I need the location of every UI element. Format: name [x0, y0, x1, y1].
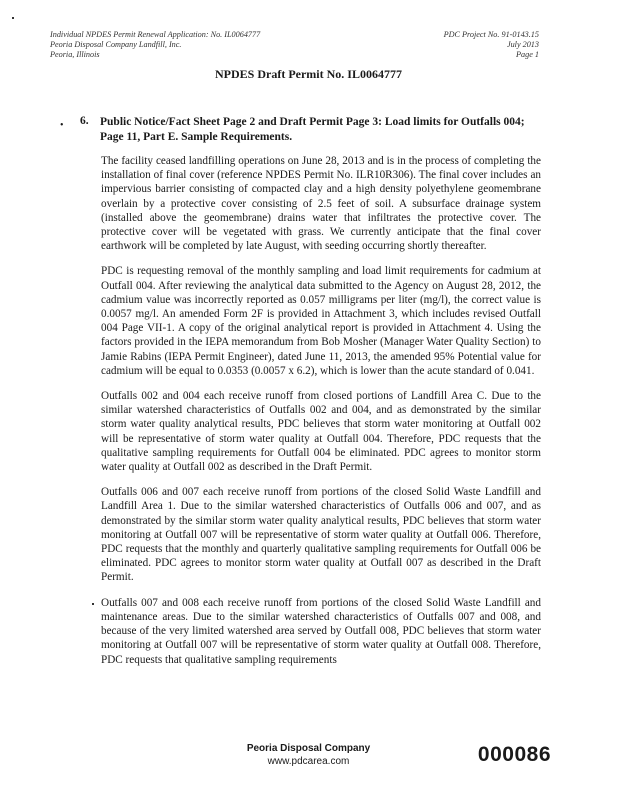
header-location-line: Peoria, Illinois — [50, 50, 100, 59]
header-company-line: Peoria Disposal Company Landfill, Inc. — [50, 40, 182, 49]
header-left — [50, 30, 260, 60]
paragraph-final-cover: The facility ceased landfilling operations on June 28, 2013 and is in the process of completing the installation of final cover (reference NPDES Permit No. ILR10R306). The final cover includes an impervious barrier consisting of compacted clay and a high density polyethylene geomembrane overlain by a protective cover consisting of 2.5 feet of soil. A subsurface drainage system (installed above the geomembrane) drains water that infiltrates the protective cover. The protective cover will be vegetated with grass. We currently anticipate that the final cover earthwork will be completed by late August, with seeding occurring shortly thereafter. — [101, 155, 541, 253]
paragraph-outfalls-006-007: Outfalls 006 and 007 each receive runoff from portions of the closed Solid Waste Landfill and Landfill Area 1. Due to the similar watershed characteristics of Outfalls 006 and 007, and as demonstrated by the similar storm water quality analytical results, PDC believes that storm water monitoring at Outfall 007 will be representative of storm water quality at Outfall 006. Therefore, PDC requests that the monthly and quarterly qualitative sampling requirements for Outfall 006 be eliminated. PDC agrees to monitor storm water quality at Outfall 007 as described in the Draft Permit. — [101, 486, 541, 584]
bates-number: 000086 — [477, 743, 551, 766]
comment-item — [80, 115, 540, 145]
header-project-number: PDC Project No. 91-0143.15 — [443, 30, 539, 39]
footer-url: www.pdcarea.com — [267, 756, 350, 767]
paragraph-cadmium: PDC is requesting removal of the monthly sampling and load limit requirements for cadmium at Outfall 004. After reviewing the analytical data submitted to the Agency on August 28, 2012, the cadmium value was incorrectly reported as 0.057 milligrams per liter (mg/l), the correct value is 0.0057 mg/l. An amended Form 2F is provided in Attachment 3, which includes revised Outfall 004 Page VII-1. A copy of the original analytical report is provided in Attachment 4. Using the factors provided in the IEPA memorandum from Bob Mosher (Manager Water Quality Section) to Jamie Rabins (IEPA Permit Engineer), dated June 11, 2013, the amended 95% Potential value for cadmium will be equal to 0.0353 (0.0057 x 6.2), which is lower than the acute standard of 0.041. — [101, 265, 541, 377]
header-page-number: Page 1 — [516, 50, 539, 59]
margin-dot: • — [60, 120, 64, 131]
scan-speck — [92, 603, 94, 605]
footer-company: Peoria Disposal Company — [246, 743, 371, 754]
item-number: 6. — [80, 115, 89, 127]
page-title: NPDES Draft Permit No. IL0064777 — [215, 67, 402, 81]
paragraph-outfalls-007-008: Outfalls 007 and 008 each receive runoff from portions of the closed Solid Waste Landfill and maintenance areas. Due to the similar watershed characteristics of Outfalls 007 and 008, and because of the very limited watershed area served by Outfall 008, PDC believes that storm water monitoring at Outfall 007 will be representative of storm water quality at Outfall 008. Therefore, PDC requests that qualitative sampling requirements — [101, 596, 541, 666]
item-heading: Public Notice/Fact Sheet Page 2 and Draft Permit Page 3: Load limits for Outfalls 004; Page 11, Part E. Sample Requirements. — [100, 116, 525, 143]
paragraph-outfalls-002-004: Outfalls 002 and 004 each receive runoff from closed portions of Landfill Area C. Due to the similar watershed characteristics of Outfalls 002 and 004, and as demonstrated by the similar storm water quality analytical results, PDC believes that storm water monitoring at Outfall 002 will be representative of storm water quality at Outfall 004. Therefore, PDC requests that the qualitative sampling requirements for Outfall 004 be eliminated. PDC agrees to monitor storm water quality at Outfall 002 as described in the Draft Permit. — [101, 390, 541, 474]
scan-speck — [12, 17, 14, 19]
body-text — [101, 154, 541, 678]
header-date: July 2013 — [506, 40, 539, 49]
header-application-line: Individual NPDES Permit Renewal Application: No. IL0064777 — [50, 30, 261, 39]
header-right — [444, 30, 539, 60]
